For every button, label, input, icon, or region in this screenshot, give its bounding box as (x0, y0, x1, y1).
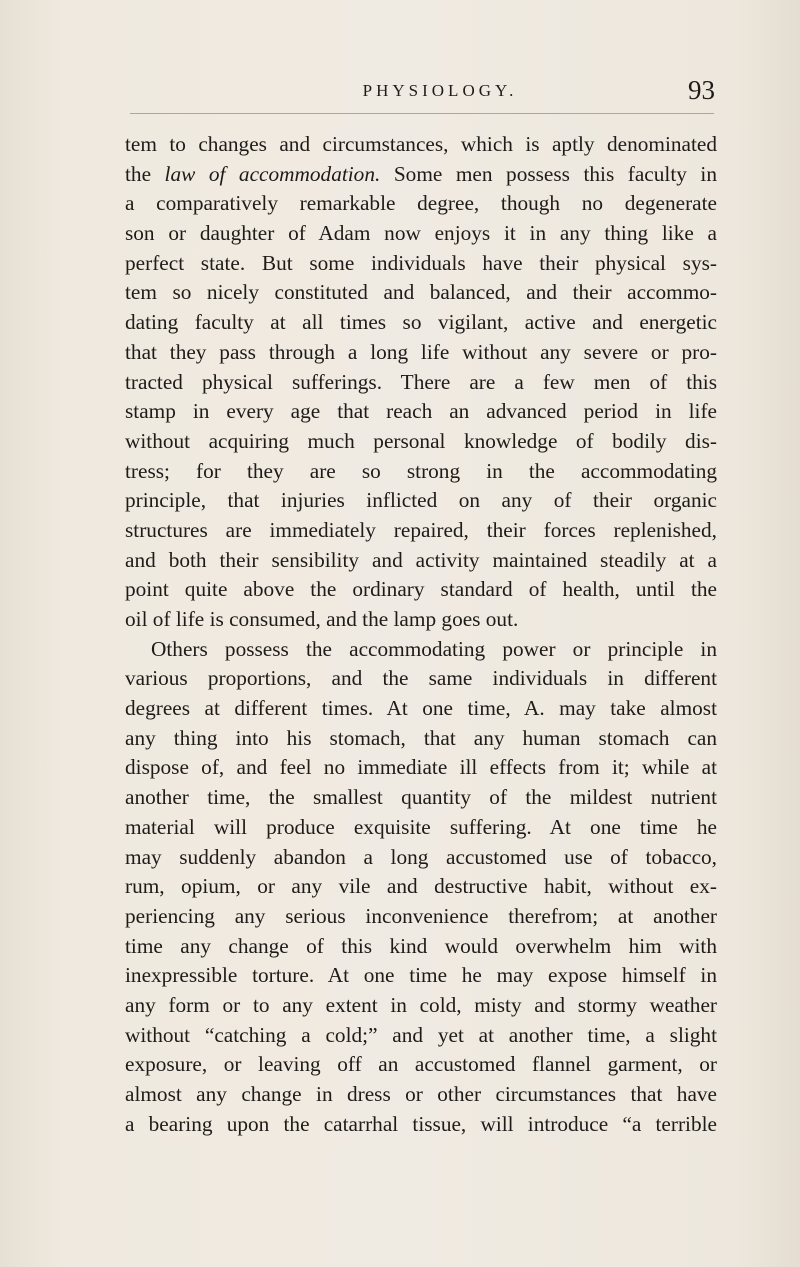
text-line: that they pass through a long life without any severe or pro- (125, 339, 717, 364)
text-line: son or daughter of Adam now enjoys it in any thing like a (125, 221, 717, 246)
text-line: time any change of this kind would overwhelm him with (125, 933, 717, 958)
text-line: any form or to any extent in cold, misty and stormy weather (125, 992, 717, 1017)
text-line: almost any change in dress or other circumstances that have (125, 1082, 717, 1106)
text-line: without “catching a cold;” and yet at another time, a slight (125, 1022, 717, 1047)
text-line: without acquiring much personal knowledge of bodily dis- (125, 428, 717, 453)
running-head (125, 75, 715, 112)
text-line: oil of life is consumed, and the lamp goes out. (125, 607, 519, 631)
text-line: tem to changes and circumstances, which is aptly denominated (125, 132, 717, 156)
body-text (125, 130, 717, 1139)
text-line: Others possess the accommodating power or principle in (151, 636, 717, 661)
text-line: tracted physical sufferings. There are a few men of this (125, 369, 717, 394)
text-line: rum, opium, or any vile and destructive habit, without ex- (125, 874, 717, 899)
text-line: any thing into his stomach, that any human stomach can (125, 725, 717, 750)
text-line: the law of accommodation. Some men possess this faculty in (125, 161, 717, 186)
text-line: exposure, or leaving off an accustomed flannel garment, or (125, 1052, 717, 1077)
text-line: various proportions, and the same individuals in different (125, 666, 717, 691)
header-rule (130, 113, 714, 114)
text-line: a bearing upon the catarrhal tissue, will introduce “a terrible (125, 1111, 717, 1136)
page-number: 93 (688, 75, 715, 105)
text-line: material will produce exquisite suffering. At one time he (125, 814, 717, 839)
text-line: a comparatively remarkable degree, though no degenerate (125, 191, 717, 216)
text-line: and both their sensibility and activity maintained steadily at a (125, 547, 717, 572)
text-line: another time, the smallest quantity of the mildest nutrient (125, 785, 717, 810)
text-line: dispose of, and feel no immediate ill effects from it; while at (125, 755, 717, 780)
text-line: point quite above the ordinary standard of health, until the (125, 577, 717, 602)
text-line: degrees at different times. At one time, A. may take almost (125, 696, 717, 721)
text-line: structures are immediately repaired, their forces replenished, (125, 517, 717, 542)
text-line: may suddenly abandon a long accustomed use of tobacco, (125, 844, 717, 869)
text-line: perfect state. But some individuals have their physical sys- (125, 250, 717, 275)
running-title: PHYSIOLOGY. (362, 81, 518, 100)
text-line: stamp in every age that reach an advanced period in life (125, 399, 717, 424)
text-line: tress; for they are so strong in the accommodating (125, 458, 717, 483)
text-line: tem so nicely constituted and balanced, and their accommo- (125, 280, 717, 305)
text-line: dating faculty at all times so vigilant, active and energetic (125, 310, 717, 335)
text-line: inexpressible torture. At one time he may expose himself in (125, 963, 717, 988)
text-line: principle, that injuries inflicted on any of their organic (125, 488, 717, 513)
text-line: periencing any serious inconvenience therefrom; at another (125, 903, 717, 928)
